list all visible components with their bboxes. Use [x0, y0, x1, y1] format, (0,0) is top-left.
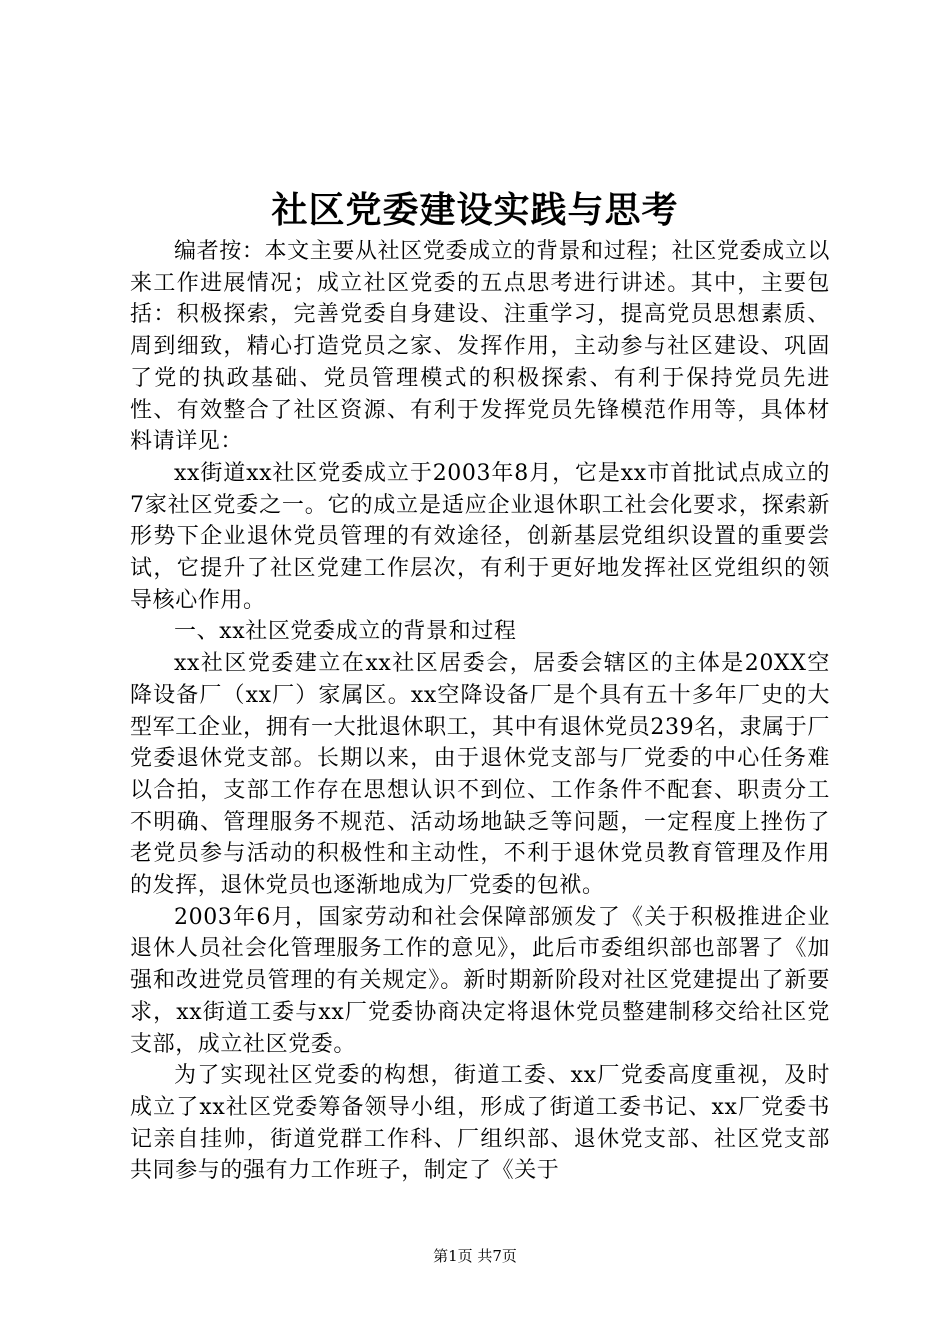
paragraph-intro: xx街道xx社区党委成立于2003年8月，它是xx市首批试点成立的7家社区党委之一。它的成立是适应企业退休职工社会化要求，探索新形势下企业退休党员管理的有效途径，创新基层党组织设置的重要尝试，它提升了社区党建工作层次，有利于更好地发挥社区党组织的领导核心作用。 — [130, 460, 830, 613]
section-heading: 一、xx社区党委成立的背景和过程 — [174, 619, 517, 645]
page-number-footer: 第1页 共7页 — [433, 1247, 517, 1265]
document-body — [130, 236, 830, 1187]
document-title: 社区党委建设实践与思考 — [271, 189, 679, 231]
paragraph-editor-note: 编者按：本文主要从社区党委成立的背景和过程；社区党委成立以来工作进展情况；成立社区党委的五点思考进行讲述。其中，主要包括：积极探索，完善党委自身建设、注重学习，提高党员思想素质、周到细致，精心打造党员之家、发挥作用，主动参与社区建设、巩固了党的执政基础、党员管理模式的积极探索、有利于保持党员先进性、有效整合了社区资源、有利于发挥党员先锋模范作用等，具体材料请详见： — [130, 239, 830, 455]
paragraph-policy: 2003年6月，国家劳动和社会保障部颁发了《关于积极推进企业退休人员社会化管理服务工作的意见》，此后市委组织部也部署了《加强和改进党员管理的有关规定》。新时期新阶段对社区党建提出了新要求，xx街道工委与xx厂党委协商决定将退休党员整建制移交给社区党支部，成立社区党委。 — [130, 904, 830, 1057]
paragraph-background: xx社区党委建立在xx社区居委会，居委会辖区的主体是20XX空降设备厂（xx厂）家属区。xx空降设备厂是个具有五十多年厂史的大型军工企业，拥有一大批退休职工，其中有退休党员239名，隶属于厂党委退休党支部。长期以来，由于退休党支部与厂党委的中心任务难以合拍，支部工作存在思想认识不到位、工作条件不配套、职责分工不明确、管理服务不规范、活动场地缺乏等问题，一定程度上挫伤了老党员参与活动的积极性和主动性，不利于退休党员教育管理及作用的发挥，退休党员也逐渐地成为厂党委的包袱。 — [130, 651, 830, 899]
paragraph-implementation: 为了实现社区党委的构想，街道工委、xx厂党委高度重视，及时成立了xx社区党委筹备领导小组，形成了街道工委书记、xx厂党委书记亲自挂帅，街道党群工作科、厂组织部、退休党支部、社区党支部共同参与的强有力工作班子，制定了《关于 — [130, 1063, 830, 1184]
